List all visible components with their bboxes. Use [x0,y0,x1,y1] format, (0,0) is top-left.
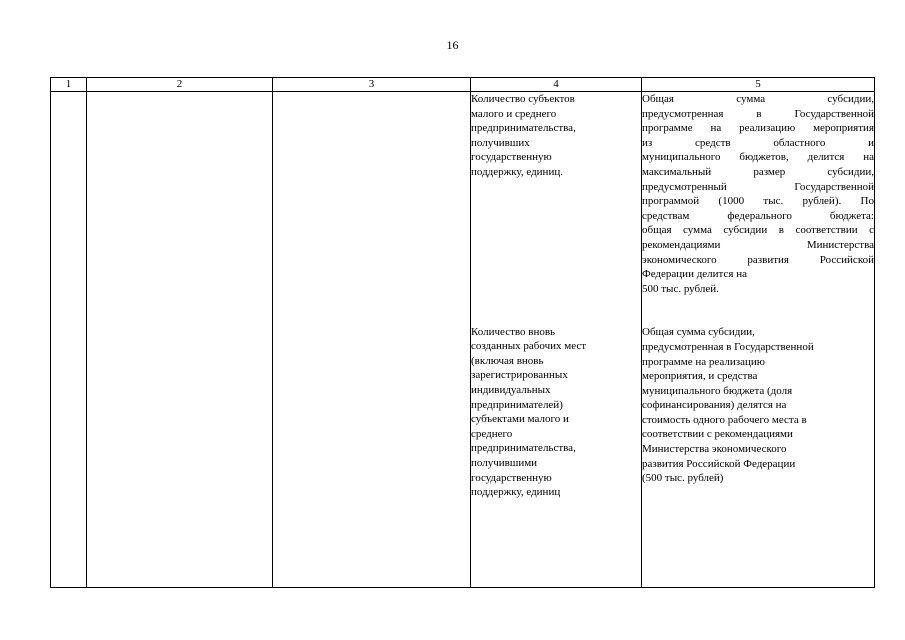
text-line: муниципального бюджетов, делится на [642,151,874,164]
text-line: государственную [471,151,552,164]
text-line: получившими [471,456,538,469]
text-line: индивидуальных [471,383,551,396]
text-line: из средств областного и [642,136,874,149]
header-col-1: 1 [51,78,87,92]
text-line: Общая сумма субсидии, [642,326,755,339]
text-line: зарегистрированных [471,369,568,382]
text-line: муниципального бюджета (доля [642,384,793,397]
table-row [51,92,875,588]
text-line: малого и среднего [471,107,557,120]
page-number: 16 [446,38,459,52]
text-line: Количество вновь [471,325,556,338]
text-line: развития Российской Федерации [642,457,796,470]
header-col-2: 2 [87,78,273,92]
indicator-smb-count [471,92,641,180]
text-line: поддержку, единиц [471,486,561,499]
text-line: субъектами малого и [471,413,569,426]
text-line: предпринимательства, [471,122,576,135]
text-line: мероприятия, и средства [642,370,758,383]
text-line: предпринимательства, [471,442,576,455]
text-line: 500 тыс. рублей. [642,282,719,295]
text-line: соответствии с рекомендациями [642,428,793,441]
text-line: предпринимателей) [471,398,563,411]
text-line: максимальный размер субсидии, [642,165,874,178]
cell-col-4 [471,92,642,588]
text-line: предусмотренная в Государственной [642,340,814,353]
header-col-5: 5 [642,78,875,92]
text-line: Министерства экономического [642,443,787,456]
text-line: средствам федерального бюджета: [642,209,874,222]
calculation-method-1 [642,92,874,296]
text-line: государственную [471,471,552,484]
calculation-method-2 [642,325,874,486]
text-line: созданных рабочих мест [471,340,587,353]
text-line: рекомендациями Министерства [642,238,874,251]
text-line: стоимость одного рабочего места в [642,413,807,426]
text-line: софинансирования) делятся на [642,399,787,412]
text-line: предусмотренная в Государственной [642,107,874,120]
indicator-new-jobs [471,325,641,500]
header-col-3: 3 [273,78,471,92]
text-line: получивших [471,136,530,149]
cell-col-3 [273,92,471,588]
text-line: предусмотренный Государственной [642,180,874,193]
text-line: среднего [471,427,513,440]
text-line: Федерации делится на [642,268,747,281]
text-line: программе на реализацию мероприятия [642,122,874,135]
text-line: программе на реализацию [642,355,765,368]
text-line: общая сумма субсидии в соответствии с [642,224,874,237]
text-line: поддержку, единиц. [471,165,563,178]
header-row [51,78,875,92]
cell-col-5 [642,92,875,588]
text-line: экономического развития Российской [642,253,874,266]
cell-col-1 [51,92,87,588]
text-line: Общая сумма субсидии, [642,93,874,105]
header-col-4: 4 [471,78,642,92]
text-line: Количество субъектов [471,93,575,105]
cell-col-2 [87,92,273,588]
text-line: программой (1000 тыс. рублей). По [642,195,874,208]
document-table [50,77,875,588]
text-line: (500 тыс. рублей) [642,472,724,485]
text-line: (включая вновь [471,354,544,367]
